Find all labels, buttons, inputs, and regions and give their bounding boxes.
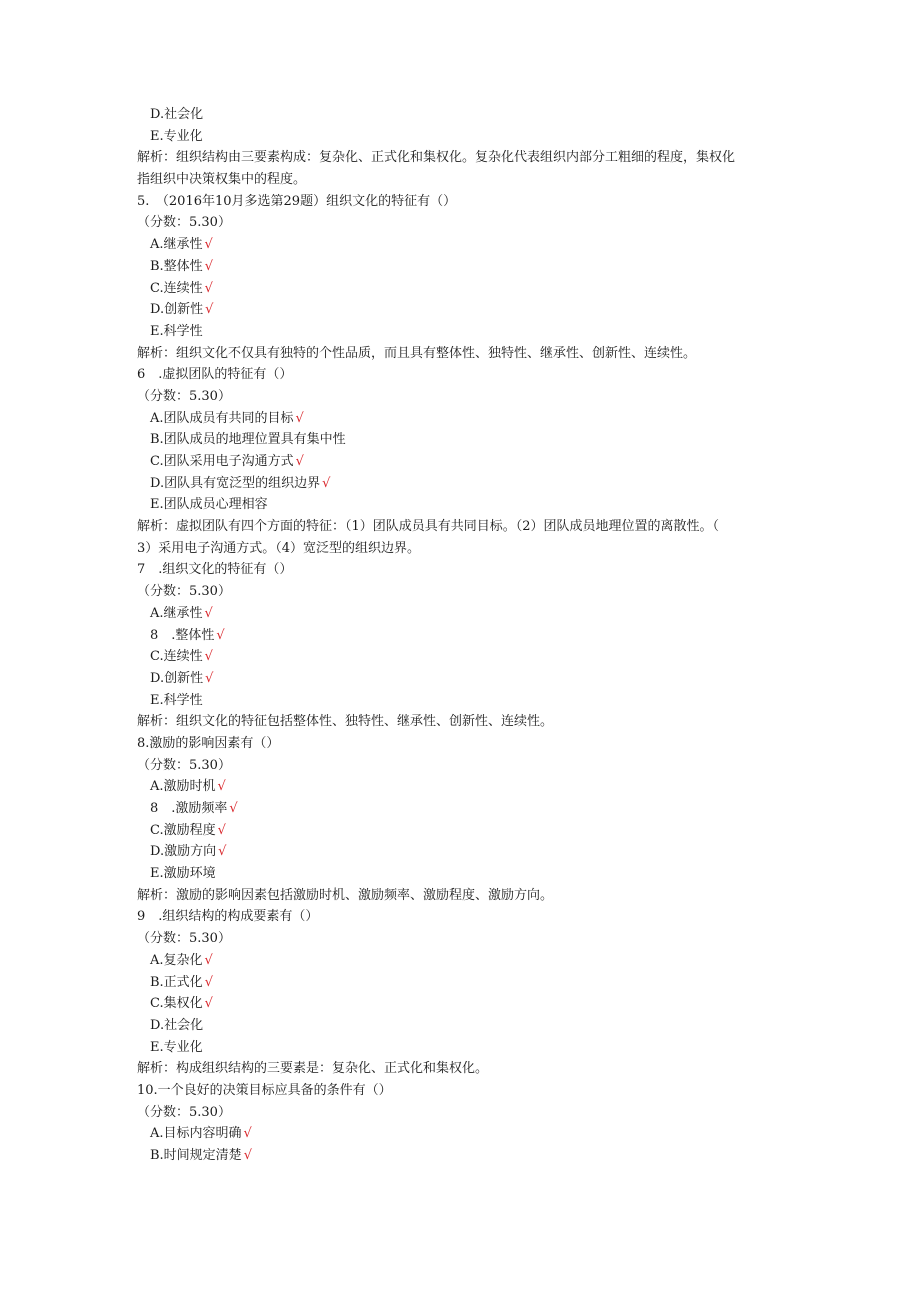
text-line bbox=[0, 169, 920, 191]
option-label: B.整体性 bbox=[150, 258, 203, 274]
check-mark-icon: √ bbox=[204, 649, 213, 665]
line-text: （分数：5.30） bbox=[137, 931, 231, 947]
check-mark-icon: √ bbox=[204, 996, 213, 1012]
option-label: C.团队采用电子沟通方式 bbox=[150, 454, 294, 469]
check-mark-icon: √ bbox=[218, 844, 227, 860]
answer-option bbox=[0, 494, 920, 516]
answer-option bbox=[0, 603, 920, 625]
text-line bbox=[0, 711, 920, 733]
answer-option bbox=[0, 299, 920, 321]
option-label: D.激励方向 bbox=[150, 844, 217, 860]
answer-option bbox=[0, 950, 920, 972]
line-text: 解析：组织文化不仅具有独特的个性品质，而且具有整体性、独特性、继承性、创新性、连续性。 bbox=[137, 345, 697, 361]
answer-option bbox=[0, 321, 920, 343]
check-mark-icon: √ bbox=[204, 974, 213, 990]
option-label: A.复杂化 bbox=[150, 952, 203, 968]
line-text: （分数：5.30） bbox=[137, 757, 231, 773]
line-text: 7 .组织文化的特征有（） bbox=[137, 562, 293, 578]
option-label: B.正式化 bbox=[150, 974, 203, 990]
option-label: C.激励程度 bbox=[150, 822, 216, 838]
answer-option bbox=[0, 993, 920, 1015]
option-label: 8 .激励频率 bbox=[150, 801, 228, 816]
answer-option bbox=[0, 104, 920, 126]
check-mark-icon: √ bbox=[216, 627, 225, 643]
answer-option bbox=[0, 1145, 920, 1167]
answer-option bbox=[0, 1037, 920, 1059]
answer-option bbox=[0, 776, 920, 798]
text-line bbox=[0, 538, 920, 560]
line-text: 8.激励的影响因素有（） bbox=[137, 735, 280, 751]
answer-option bbox=[0, 798, 920, 820]
text-line bbox=[0, 885, 920, 907]
line-text: 解析：组织结构由三要素构成：复杂化、正式化和集权化。复杂化代表组织内部分工粗细的程度，集权化 bbox=[137, 150, 736, 166]
answer-option bbox=[0, 126, 920, 148]
option-label: B.团队成员的地理位置具有集中性 bbox=[150, 432, 346, 448]
line-text: 3）采用电子沟通方式。（4）宽泛型的组织边界。 bbox=[137, 540, 421, 556]
option-label: E.激励环境 bbox=[150, 866, 216, 882]
text-line bbox=[0, 928, 920, 950]
option-label: C.连续性 bbox=[150, 649, 203, 665]
option-label: D.团队具有宽泛型的组织边界 bbox=[150, 475, 321, 491]
check-mark-icon: √ bbox=[217, 779, 226, 795]
text-line bbox=[0, 559, 920, 581]
check-mark-icon: √ bbox=[243, 1148, 252, 1163]
answer-option bbox=[0, 234, 920, 256]
answer-option bbox=[0, 668, 920, 690]
check-mark-icon: √ bbox=[204, 280, 213, 296]
answer-option bbox=[0, 646, 920, 668]
option-label: C.集权化 bbox=[150, 996, 203, 1012]
text-line bbox=[0, 191, 920, 213]
answer-option bbox=[0, 473, 920, 495]
option-label: D.创新性 bbox=[150, 670, 204, 686]
answer-option bbox=[0, 1015, 920, 1037]
option-label: B.时间规定清楚 bbox=[150, 1148, 242, 1163]
line-text: 指组织中决策权集中的程度。 bbox=[137, 172, 307, 188]
line-text: 6 .虚拟团队的特征有（） bbox=[137, 367, 293, 383]
text-line bbox=[0, 1080, 920, 1102]
line-text: 解析：虚拟团队有四个方面的特征：（1）团队成员具有共同目标。（2）团队成员地理位置的离散性。（ bbox=[137, 519, 720, 535]
check-mark-icon: √ bbox=[205, 302, 214, 318]
text-line bbox=[0, 212, 920, 234]
option-label: E.专业化 bbox=[150, 128, 203, 144]
option-label: D.创新性 bbox=[150, 302, 204, 318]
check-mark-icon: √ bbox=[205, 670, 214, 686]
answer-option bbox=[0, 429, 920, 451]
answer-option bbox=[0, 690, 920, 712]
text-line bbox=[0, 733, 920, 755]
option-label: 8 .整体性 bbox=[150, 627, 215, 643]
check-mark-icon: √ bbox=[295, 410, 304, 426]
line-text: （分数：5.30） bbox=[137, 1104, 231, 1120]
text-line bbox=[0, 1058, 920, 1080]
text-line bbox=[0, 581, 920, 603]
text-line bbox=[0, 343, 920, 365]
check-mark-icon: √ bbox=[322, 475, 331, 491]
text-line bbox=[0, 386, 920, 408]
check-mark-icon: √ bbox=[295, 454, 304, 469]
text-line bbox=[0, 755, 920, 777]
answer-option bbox=[0, 820, 920, 842]
line-text: 解析：激励的影响因素包括激励时机、激励频率、激励程度、激励方向。 bbox=[137, 887, 554, 903]
text-line bbox=[0, 1102, 920, 1124]
answer-option bbox=[0, 863, 920, 885]
check-mark-icon: √ bbox=[243, 1126, 252, 1142]
text-line bbox=[0, 147, 920, 169]
text-line bbox=[0, 516, 920, 538]
option-label: E.专业化 bbox=[150, 1039, 203, 1055]
line-text: 5. （2016年10月多选第29题）组织文化的特征有（） bbox=[137, 193, 457, 209]
check-mark-icon: √ bbox=[229, 801, 238, 816]
answer-option bbox=[0, 1123, 920, 1145]
option-label: D.社会化 bbox=[150, 107, 204, 122]
check-mark-icon: √ bbox=[204, 237, 213, 253]
answer-option bbox=[0, 278, 920, 300]
line-text: 9 .组织结构的构成要素有（） bbox=[137, 909, 319, 925]
check-mark-icon: √ bbox=[204, 952, 213, 968]
option-label: E.科学性 bbox=[150, 692, 203, 708]
text-line bbox=[0, 906, 920, 928]
answer-option bbox=[0, 972, 920, 994]
text-line bbox=[0, 364, 920, 386]
option-label: A.继承性 bbox=[150, 605, 203, 621]
line-text: （分数：5.30） bbox=[137, 388, 231, 404]
line-text: 解析：组织文化的特征包括整体性、独特性、继承性、创新性、连续性。 bbox=[137, 714, 554, 730]
document-page bbox=[0, 104, 920, 1167]
line-text: （分数：5.30） bbox=[137, 215, 231, 231]
line-text: 解析：构成组织结构的三要素是：复杂化、正式化和集权化。 bbox=[137, 1061, 489, 1077]
line-text: （分数：5.30） bbox=[137, 584, 231, 600]
answer-option bbox=[0, 451, 920, 473]
line-text: 10.一个良好的决策目标应具备的条件有（） bbox=[137, 1082, 392, 1098]
answer-option bbox=[0, 841, 920, 863]
option-label: A.激励时机 bbox=[150, 779, 216, 795]
option-label: E.科学性 bbox=[150, 323, 203, 339]
option-label: C.连续性 bbox=[150, 280, 203, 296]
answer-option bbox=[0, 256, 920, 278]
answer-option bbox=[0, 408, 920, 430]
check-mark-icon: √ bbox=[204, 605, 213, 621]
option-label: D.社会化 bbox=[150, 1017, 204, 1033]
option-label: A.继承性 bbox=[150, 237, 203, 253]
check-mark-icon: √ bbox=[217, 822, 226, 838]
answer-option bbox=[0, 625, 920, 647]
option-label: A.目标内容明确 bbox=[150, 1126, 242, 1142]
check-mark-icon: √ bbox=[204, 258, 213, 274]
option-label: E.团队成员心理相容 bbox=[150, 497, 268, 513]
option-label: A.团队成员有共同的目标 bbox=[150, 410, 294, 426]
